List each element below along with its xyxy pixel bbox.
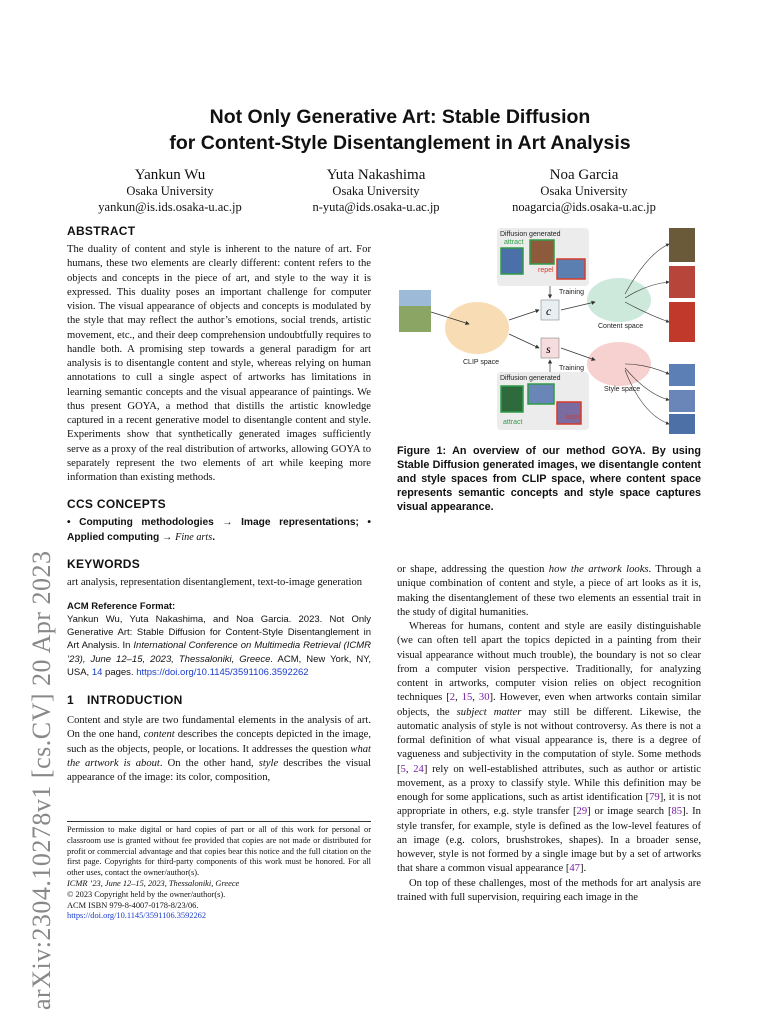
emphasis: content <box>143 729 175 741</box>
citation-link[interactable]: 47 <box>569 863 580 875</box>
citation-link[interactable]: 15 <box>461 692 473 704</box>
text-run: ] rely on well-established attributes, such as author or artistic movement, as a proxy to classify style. While this definition may be enough for some applications, such as artist identification [ <box>397 763 702 803</box>
thumb-landscape-2 <box>528 384 554 404</box>
acm-reference-heading: ACM Reference Format: <box>67 601 176 612</box>
section-title: INTRODUCTION <box>87 693 183 708</box>
label-repel-bottom: repel <box>566 414 582 421</box>
label-training-top: Training <box>559 289 585 296</box>
ccs-concepts <box>67 516 371 545</box>
footnote-doi-link[interactable]: https://doi.org/10.1145/3591106.3592262 <box>67 911 207 921</box>
paper-title <box>100 104 700 156</box>
text-run: ] or image search [ <box>587 806 672 818</box>
acm-ref-authors: Yankun Wu, Yuta Nakashima, and Noa Garcia. 2023. Not Only Generative Art: Stable Diffusion for Content-Style Disentanglement in Art Analysis. In <box>67 614 371 652</box>
label-attract-bottom: attract <box>503 419 523 426</box>
label-style-space: Style space <box>604 386 641 393</box>
input-painting-sky <box>399 290 431 306</box>
emphasis: style <box>258 757 279 769</box>
author-block <box>60 166 280 215</box>
arrow-to-content <box>509 310 539 320</box>
ccs-part[interactable]: • Computing methodologies → Image representations; • Applied computing → <box>67 517 371 543</box>
acm-ref-pages-word: pages. <box>102 666 137 678</box>
citation-link[interactable]: 24 <box>413 763 424 775</box>
emphasis: how the artwork looks <box>548 564 649 575</box>
text-run: describes the visual appearance of the image: its color, composition, <box>67 757 372 784</box>
clip-space-blob <box>445 302 509 354</box>
text-run: Whereas for humans, content and style are easily distinguishable (we can often tell apart the topics depicted in a painting from their visual appearance without much trouble), the boundary is not so clear from a computer vision perspective. Traditionally, for analyzing content in artworks, computer vision relies on object recognition techniques [ <box>397 621 701 704</box>
text-run: Content and style are two fundamental elements in the analysis of art. On the one hand, <box>67 715 371 741</box>
label-clip-space: CLIP space <box>463 359 500 366</box>
intro-paragraph <box>67 714 371 785</box>
overview-diagram <box>397 224 701 436</box>
citation-link[interactable]: 2 <box>449 692 456 704</box>
acm-ref-doi-link[interactable]: https://doi.org/10.1145/3591106.3592262 <box>136 666 309 678</box>
text-run: . On the other hand, <box>159 757 259 769</box>
acm-reference-text <box>67 613 371 679</box>
thumb-landscape <box>557 259 585 279</box>
author-email[interactable]: noagarcia@ids.osaka-u.ac.jp <box>512 200 656 214</box>
keywords-text: art analysis, representation disentanglement, text-to-image generation <box>67 576 363 588</box>
label-diffusion-bottom: Diffusion generated <box>500 375 561 382</box>
citation-link[interactable]: 29 <box>576 806 588 818</box>
author-email[interactable]: n-yuta@ids.osaka-u.ac.jp <box>312 200 440 214</box>
title-line-1: Not Only Generative Art: Stable Diffusion <box>209 106 591 128</box>
abstract-text: The duality of content and style is inherent to the nature of art. For humans, these two elements are clearly different: content refers to the objects and concepts in the piece of art, and style to the way it is expressed. This duality poses an important challenge for computer vision. The visual appearance of objects and concepts is modulated by the style that may reflect the author’s emotions, social trends, artistic movement, etc., and their deep comprehension undoubtfully requires to handle both. A promising step towards a general paradigm for art analysis is to disentangle content and style, whereas relying on human annotations to cull a single aspect of artworks has limitations in learning semantic concepts and the visual appearance of paintings. We thus present GOYA, a method that distills the artistic knowledge captured in a recent generative model to disentangle content and style. Experiments show that synthetically generated images sufficiently serve as a proxy of the real distribution of artworks, allowing GOYA to separately represent the two elements of art while keeping more information than existing methods. <box>67 244 371 483</box>
citation-link[interactable]: 30 <box>478 692 490 704</box>
right-paragraph-1 <box>397 563 701 620</box>
text-run: may still be different. Likewise, the automatic analysis of style is not without controversy. As there is not a formal definition of what visual appearance is, there is a degree of vagueness and subjectivity in the computation of style. Some methods [ <box>397 706 701 775</box>
ccs-period: . <box>212 531 216 543</box>
author-name: Yuta Nakashima <box>326 167 426 183</box>
citation-link[interactable]: 85 <box>671 806 683 818</box>
emphasis: what the artwork is about <box>67 743 371 769</box>
label-content-space: Content space <box>598 323 644 330</box>
label-diffusion-top: Diffusion generated <box>500 231 561 238</box>
doi-line <box>67 911 371 922</box>
author-block <box>266 166 486 215</box>
left-column <box>67 224 371 785</box>
content-space-blob <box>587 278 651 322</box>
section-heading-introduction <box>67 693 371 708</box>
permission-notice: Permission to make digital or hard copies of part or all of this work for personal or classroom use is granted without fee provided that copies are not made or distributed for profit or commercial advantage and that copies bear this notice and the full citation on the first page. Copyrights for third-party components of this work must be honored. For all other uses, contact the owner/author(s). <box>67 825 371 878</box>
abstract-heading: ABSTRACT <box>67 224 136 238</box>
label-repel-top: repel <box>538 267 554 274</box>
text-run: . Through a unique combination of content and style, a piece of art looks as it is, making the disentanglement of these two elements an essential trait in the study of digital humanities. <box>397 564 701 618</box>
text-run: ]. However, even when artworks contain similar objects, the <box>397 692 702 718</box>
arrow-style-out <box>561 348 595 360</box>
text-run: or shape, addressing the question <box>397 564 549 575</box>
conference-line: ICMR ’23, June 12–15, 2023, Thessaloniki, Greece <box>67 878 240 888</box>
label-c: c <box>546 304 552 318</box>
thumb-portrait-1 <box>501 248 523 274</box>
author-list <box>60 166 720 216</box>
label-s: s <box>546 342 551 356</box>
acm-ref-pages-link[interactable]: 14 <box>91 666 103 678</box>
emphasis: subject matter <box>456 706 522 718</box>
acm-ref-publisher: ACM, New York, NY, USA, <box>67 653 371 678</box>
author-affiliation: Osaka University <box>540 184 628 198</box>
text-run: ]. <box>579 863 587 875</box>
right-paragraph-2: Whereas for humans, content and style are easily distinguishable (we can often tell apart the topics depicted in a painting from their visual appearance without much trouble), the boundary is not so clear from a computer vision perspective. Traditionally, for analyzing content in artworks, computer vision relies on object recognition techniques [2, 15, 30]. However, even when artworks contain similar objects, the subject matter may still be different. Likewise, the automatic analysis of style is not without controversy. As there is not a formal definition of what visual appearance is, there is a degree of vagueness and subjectivity in the computation of style. Some methods [5, 24] rely on well-established attributes, such as author or artistic movement, as a proxy to classify style. While this definition may be enough for some applications, such as artist identification [79], it is not appropriate in others, e.g. style transfer [29] or image search [85]. In style transfer, for example, style is defined as the low-level features of an image (e.g. colors, brushstrokes, shapes). In a broader sense, however, style is not formed by a single image but by a set of artworks that share a common visual appearance [47]. <box>397 621 702 875</box>
title-line-2: for Content-Style Disentanglement in Art Analysis <box>169 132 631 154</box>
text-run: ]. In style transfer, for example, style is defined as the low-level features of an image (e.g. colors, brushstrokes, shapes). In a broader sense, however, style is not formed by a single image but by a set of artworks that share a common visual appearance [ <box>397 806 701 875</box>
author-affiliation: Osaka University <box>332 184 420 198</box>
section-number: 1 <box>67 693 74 708</box>
painting-portrait-red <box>669 302 695 342</box>
painting-red <box>669 266 695 298</box>
author-block <box>474 166 694 215</box>
ccs-fine-arts: Fine arts <box>175 531 213 543</box>
copyright-line: © 2023 Copyright held by the owner/author(s). <box>67 889 226 899</box>
acm-ref-venue: International Conference on Multimedia Retrieval (ICMR ’23), June 12–15, 2023, Thessaloniki, Greece. <box>67 640 371 665</box>
keywords-heading: KEYWORDS <box>67 556 141 571</box>
thumb-portrait-2 <box>530 240 554 264</box>
label-training-bottom: Training <box>559 365 585 372</box>
isbn-line: ACM ISBN 979-8-4007-0178-8/23/06. <box>67 900 199 910</box>
ccs-heading: CCS CONCEPTS <box>67 497 166 512</box>
label-attract-top: attract <box>504 239 524 246</box>
citation-link[interactable]: 79 <box>649 792 660 803</box>
figure-1 <box>397 224 701 436</box>
thumb-portrait-3 <box>501 386 523 412</box>
painting-blue-1 <box>669 364 695 386</box>
text-run: describes the concepts depicted in the image, such as the objects, people, or locations. It addresses the question <box>67 729 371 755</box>
author-email[interactable]: yankun@is.ids.osaka-u.ac.jp <box>98 200 242 214</box>
copyright-footnote <box>67 821 371 922</box>
right-column <box>397 563 701 905</box>
painting-blue-2 <box>669 390 695 412</box>
author-affiliation: Osaka University <box>126 184 214 198</box>
figure-1-caption: Figure 1: An overview of our method GOYA. By using Stable Diffusion generated images, we disentangle content and style spaces from CLIP space, where content space represents semantic concepts and style space captures visual appearance. <box>397 445 701 514</box>
author-name: Yankun Wu <box>134 167 206 183</box>
painting-blue-3 <box>669 414 695 434</box>
arxiv-identifier: arXiv:2304.10278v1 [cs.CV] 20 Apr 2023 <box>27 550 56 1010</box>
style-space-blob <box>587 342 651 386</box>
arrow-to-style <box>509 334 539 348</box>
painting-mona-lisa <box>669 228 695 262</box>
citation-link[interactable]: 5 <box>400 763 406 775</box>
right-paragraph-3: On top of these challenges, most of the methods for art analysis are trained with full supervision, requiring each image in the <box>397 877 701 903</box>
author-name: Noa Garcia <box>549 167 619 183</box>
text-run: ], it is not appropriate in others, e.g. style transfer [ <box>397 792 701 818</box>
